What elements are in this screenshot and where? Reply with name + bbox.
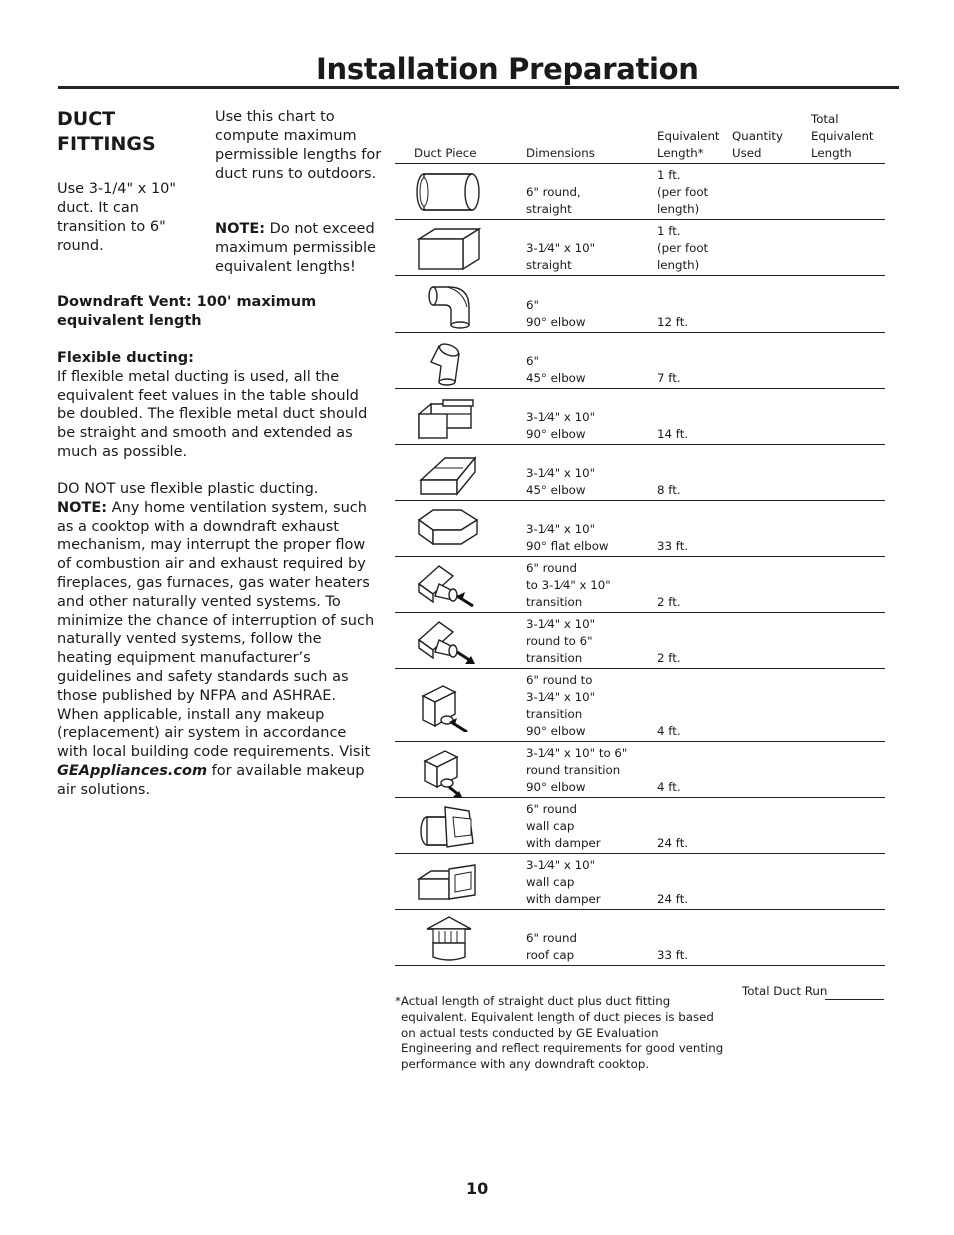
page-title: Installation Preparation bbox=[316, 52, 699, 86]
row-equivalent-length: 24 ft. bbox=[657, 892, 689, 906]
row-dimensions: 6" round to 3-1⁄4" x 10" transition bbox=[526, 561, 611, 609]
round-45-elbow-icon bbox=[413, 338, 483, 384]
note2-label: NOTE: bbox=[57, 499, 108, 516]
section-heading-line2: FITTINGS bbox=[57, 133, 156, 155]
row-equivalent-length: 7 ft. bbox=[657, 371, 681, 385]
ventilation-note bbox=[57, 480, 379, 800]
table-row bbox=[395, 389, 885, 445]
note2-text: Any home ventilation system, such as a cooktop with a downdraft exhaust mechanism, may interrupt the proper flow of combustion air and exhaust required by fireplaces, gas furnaces, gas water heaters and other naturally vented systems. To minimize the chance of interruption of such naturally vented systems, follow the heating equipment manufacturer’s guidelines and safety standards such as those published by NFPA and ASHRAE. When applicable, install any makeup (replacement) air system in accordance with local building code requirements. Visit bbox=[57, 499, 375, 761]
table-row bbox=[395, 854, 885, 910]
round-90-elbow-icon bbox=[413, 281, 483, 327]
footnote-line1: *Actual length of straight duct plus duct fitting bbox=[395, 994, 671, 1008]
rect-straight-duct-icon bbox=[413, 225, 483, 271]
header-dimensions: Dimensions bbox=[526, 146, 595, 160]
row-dimensions: 6" 45° elbow bbox=[526, 354, 586, 385]
table-row bbox=[395, 164, 885, 220]
round-to-rect-transition-icon bbox=[413, 562, 483, 608]
intro-text: Use 3-1/4" x 10" duct. It can transition to 6" round. bbox=[57, 181, 177, 254]
table-row bbox=[395, 333, 885, 389]
table-body bbox=[395, 164, 885, 966]
website-link[interactable]: GEAppliances.com bbox=[57, 762, 208, 779]
row-dimensions: 6" 90° elbow bbox=[526, 298, 586, 329]
round-straight-duct-icon bbox=[413, 169, 483, 215]
duct-fittings-table bbox=[395, 110, 885, 966]
note-paragraph bbox=[215, 220, 385, 277]
table-row bbox=[395, 910, 885, 966]
row-dimensions: 3-1⁄4" x 10" 45° elbow bbox=[526, 466, 596, 497]
chart-instructions: Use this chart to compute maximum permissible lengths for duct runs to outdoors. bbox=[215, 109, 382, 182]
row-dimensions: 3-1⁄4" x 10" straight bbox=[526, 241, 596, 272]
table-row bbox=[395, 501, 885, 557]
total-duct-run-label: Total Duct Run bbox=[742, 984, 828, 998]
row-equivalent-length: 12 ft. bbox=[657, 315, 689, 329]
row-equivalent-length: 24 ft. bbox=[657, 836, 689, 850]
row-dimensions: 6" round to 3-1⁄4" x 10" transition 90° elbow bbox=[526, 673, 596, 738]
note-text: Do not exceed maximum permissible equivalent lengths! bbox=[215, 221, 376, 275]
row-equivalent-length: 33 ft. bbox=[657, 948, 689, 962]
row-equivalent-length: 8 ft. bbox=[657, 483, 681, 497]
table-row bbox=[395, 669, 885, 742]
rect-90-elbow-icon bbox=[413, 394, 483, 440]
round-to-rect-transition-elbow-icon bbox=[413, 682, 483, 728]
note2-tail: for available makeup air solutions. bbox=[57, 762, 365, 798]
row-equivalent-length: 4 ft. bbox=[657, 780, 681, 794]
rect-45-elbow-icon bbox=[413, 450, 483, 496]
downdraft-limit: Downdraft Vent: 100' maximum equivalent length bbox=[57, 294, 317, 329]
flexible-text: If flexible metal ducting is used, all the equivalent feet values in the table should be doubled. The flexible metal duct should be straight and smooth and extended as much as possible. bbox=[57, 368, 368, 460]
footnote bbox=[395, 994, 725, 1073]
row-dimensions: 6" round wall cap with damper bbox=[526, 802, 601, 850]
row-dimensions: 3-1⁄4" x 10" wall cap with damper bbox=[526, 858, 601, 906]
page-number: 10 bbox=[466, 1179, 489, 1198]
plastic-warning: DO NOT use flexible plastic ducting. bbox=[57, 481, 319, 497]
table-row bbox=[395, 613, 885, 669]
section-heading bbox=[57, 107, 207, 157]
header-duct-piece: Duct Piece bbox=[414, 146, 477, 160]
row-equivalent-length: 33 ft. bbox=[657, 539, 689, 553]
row-equivalent-length: 14 ft. bbox=[657, 427, 689, 441]
roof-cap-icon bbox=[413, 915, 483, 961]
row-equivalent-length: 1 ft. (per foot length) bbox=[657, 168, 709, 216]
row-equivalent-length: 2 ft. bbox=[657, 595, 681, 609]
row-equivalent-length: 2 ft. bbox=[657, 651, 681, 665]
footnote-rest: equivalent. Equivalent length of duct pieces is based on actual tests conducted by GE Evaluation Engineering and reflect requirements for good venting performance with any downdraft cooktop. bbox=[401, 1009, 724, 1072]
table-row bbox=[395, 445, 885, 501]
flexible-ducting-section bbox=[57, 349, 379, 462]
row-dimensions: 6" round roof cap bbox=[526, 931, 577, 962]
note-label: NOTE: bbox=[215, 221, 266, 237]
table-row bbox=[395, 220, 885, 276]
row-dimensions: 3-1⁄4" x 10" 90° flat elbow bbox=[526, 522, 609, 553]
row-dimensions: 3-1⁄4" x 10" to 6" round transition 90° elbow bbox=[526, 746, 628, 794]
row-equivalent-length: 4 ft. bbox=[657, 724, 681, 738]
table-row bbox=[395, 276, 885, 333]
round-wall-cap-icon bbox=[413, 803, 483, 849]
title-rule bbox=[58, 86, 899, 89]
total-duct-run-blank[interactable] bbox=[825, 999, 884, 1000]
header-quantity-used: Quantity Used bbox=[732, 129, 783, 160]
table-header bbox=[395, 110, 885, 164]
header-equivalent-length: Equivalent Length* bbox=[657, 129, 720, 160]
section-heading-line1: DUCT bbox=[57, 108, 116, 130]
table-row bbox=[395, 742, 885, 798]
row-dimensions: 3-1⁄4" x 10" 90° elbow bbox=[526, 410, 596, 441]
row-equivalent-length: 1 ft. (per foot length) bbox=[657, 224, 709, 272]
flexible-heading: Flexible ducting: bbox=[57, 350, 194, 366]
table-row bbox=[395, 557, 885, 613]
row-dimensions: 6" round, straight bbox=[526, 185, 581, 216]
rect-to-round-transition-elbow-icon bbox=[413, 747, 483, 793]
ventilation-note-text bbox=[57, 499, 379, 800]
row-dimensions: 3-1⁄4" x 10" round to 6" transition bbox=[526, 617, 596, 665]
rect-wall-cap-icon bbox=[413, 859, 483, 905]
table-row bbox=[395, 798, 885, 854]
rect-to-round-transition-icon bbox=[413, 618, 483, 664]
header-total-equivalent-length: Total Equivalent Length bbox=[811, 112, 874, 160]
rect-90-flat-elbow-icon bbox=[413, 506, 483, 552]
